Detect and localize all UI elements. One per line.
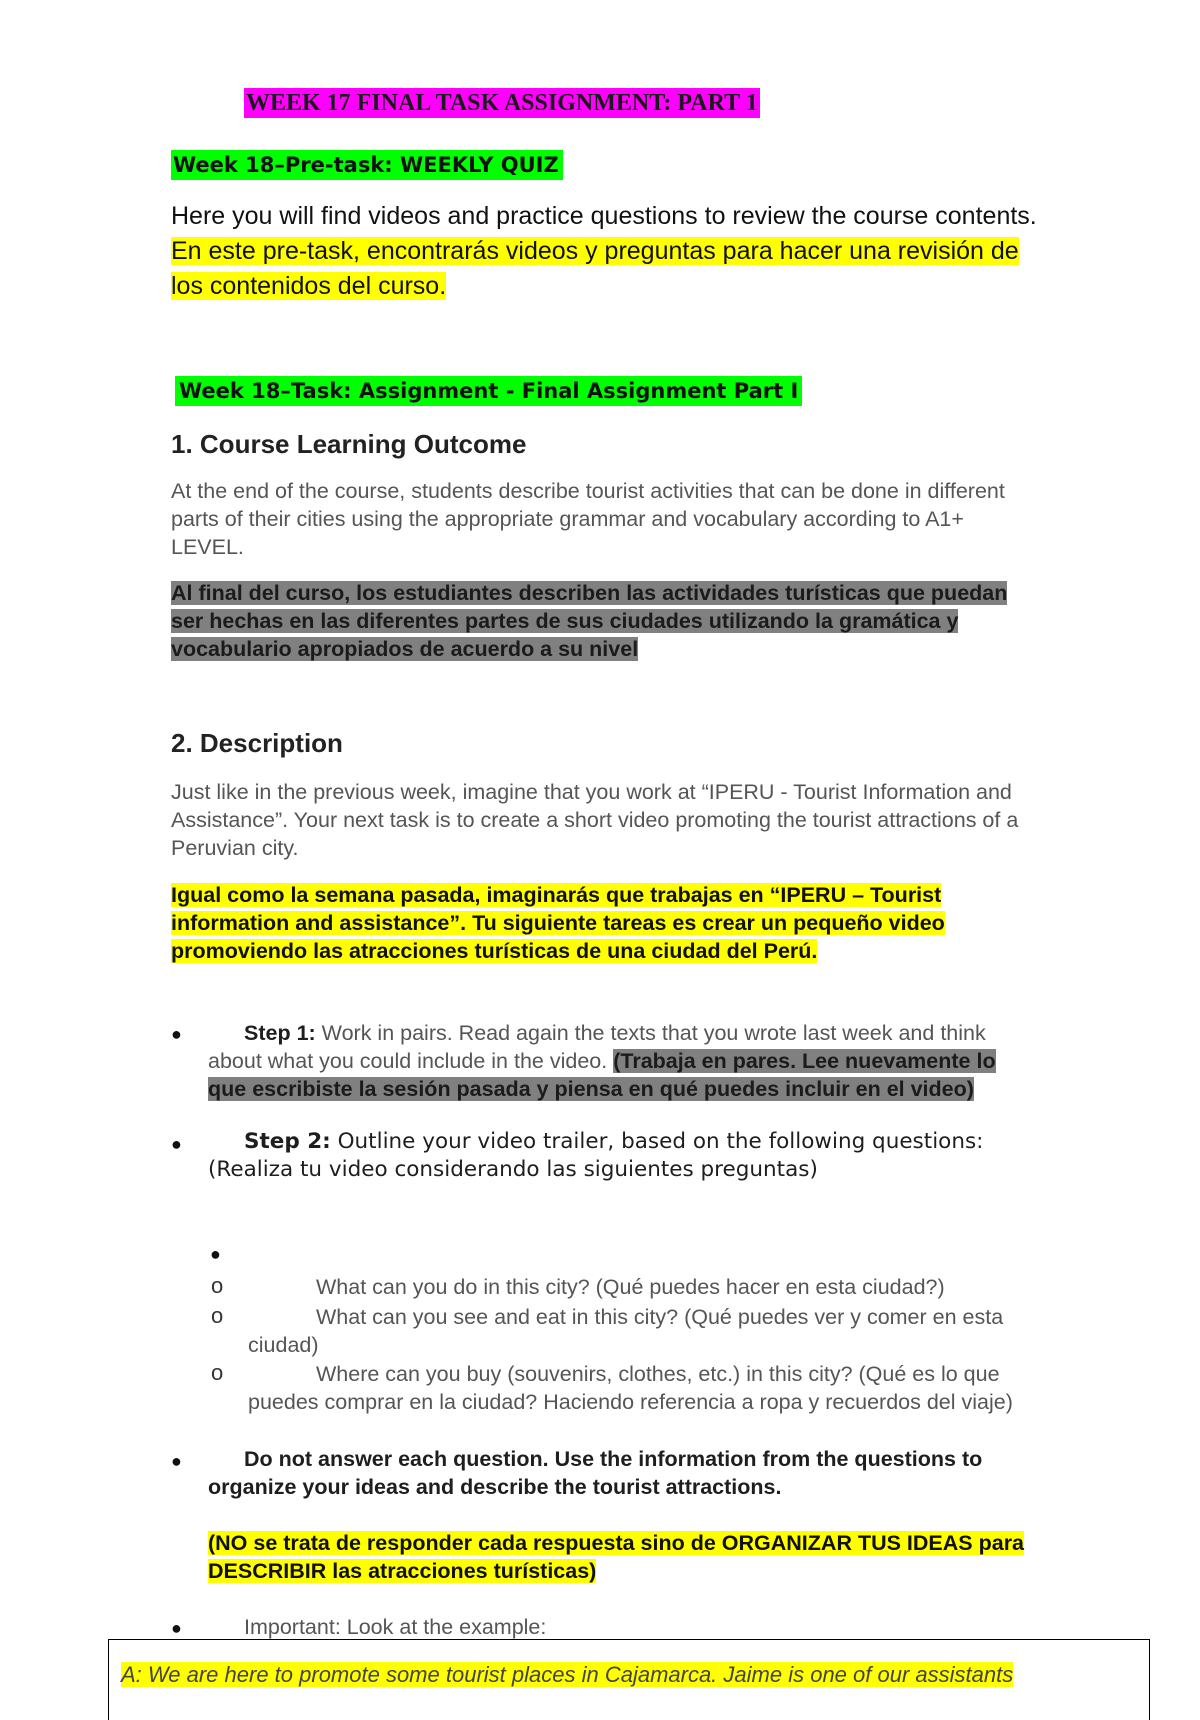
bullet-empty: ● [210,1244,221,1264]
question-1: What can you do in this city? (Qué puedes hacer en esta ciudad?) [316,1275,945,1299]
section1-heading: 1. Course Learning Outcome [171,429,527,459]
task-heading: Week 18–Task: Assignment - Final Assignment Part I [175,376,802,406]
note-english: Do not answer each question. Use the information from the questions to organize your ideas and describe the tourist attractions. [208,1447,983,1499]
circle-bullet-3: o [211,1360,224,1385]
section2-spanish: Igual como la semana pasada, imaginarás que trabajas en “IPERU – Tourist information and assistance”. Tu siguiente tareas es crear un pequeño video promoviendo las atracciones turísticas de una ciudad del Perú. [171,883,945,963]
step1-item [208,1019,1038,1103]
section1-english: At the end of the course, students describe tourist activities that can be done in different parts of their cities using the appropriate grammar and vocabulary according to A1+ LEVEL. [171,479,1005,559]
bullet-note: ● [171,1451,182,1471]
circle-bullet-1: o [211,1273,224,1298]
bullet-important: ● [171,1618,182,1638]
intro-paragraph [171,199,1051,304]
question-2: What can you see and eat in this city? (Qué puedes ver y comer en esta ciudad) [248,1305,1004,1357]
step1-english: Work in pairs. Read again the texts that you wrote last week and think about what you could include in the video. [208,1021,986,1073]
page-title: WEEK 17 FINAL TASK ASSIGNMENT: PART 1 [246,90,758,116]
section2-heading: 2. Description [171,728,343,758]
step1-label: Step 1: [244,1021,316,1045]
step2-item [208,1128,1038,1184]
pretask-heading: Week 18–Pre-task: WEEKLY QUIZ [171,150,563,180]
circle-bullet-2: o [211,1303,224,1328]
note-spanish: (NO se trata de responder cada respuesta sino de ORGANIZAR TUS IDEAS para DESCRIBIR las atracciones turísticas) [208,1531,1025,1583]
section2-spanish-block [171,881,1031,965]
step1-spanish: (Trabaja en pares. Lee nuevamente lo que escribiste la sesión pasada y piensa en qué puedes incluir en el video) [208,1049,996,1101]
section1-spanish-block [171,579,1041,663]
note-spanish-block [208,1529,1038,1585]
example-line-block [121,1660,1013,1690]
bullet-step2: ● [171,1134,182,1154]
bullet-step1: ● [171,1024,182,1044]
intro-english: Here you will find videos and practice questions to review the course contents. [171,202,1037,230]
intro-spanish: En este pre-task, encontrarás videos y preguntas para hacer una revisión de los contenidos del curso. [171,237,1019,300]
example-line: A: We are here to promote some tourist places in Cajamarca. Jaime is one of our assistants [121,1662,1014,1687]
step2-text: Outline your video trailer, based on the following questions: (Realiza tu video considerando las siguientes preguntas) [208,1129,984,1182]
section2-english: Just like in the previous week, imagine that you work at “IPERU - Tourist Information and Assistance”. Your next task is to create a short video promoting the tourist attractions of a Peruvian city. [171,780,1019,860]
question-3: Where can you buy (souvenirs, clothes, etc.) in this city? (Qué es lo que puedes comprar en la ciudad? Haciendo referencia a ropa y recuerdos del viaje) [248,1362,1013,1414]
section1-spanish: Al final del curso, los estudiantes describen las actividades turísticas que puedan ser hechas en las diferentes partes de sus ciudades utilizando la gramática y vocabulario apropiados de acuerdo a su nivel [171,581,1008,661]
step2-label: Step 2: [244,1129,331,1154]
important-text: Important: Look at the example: [244,1615,547,1639]
